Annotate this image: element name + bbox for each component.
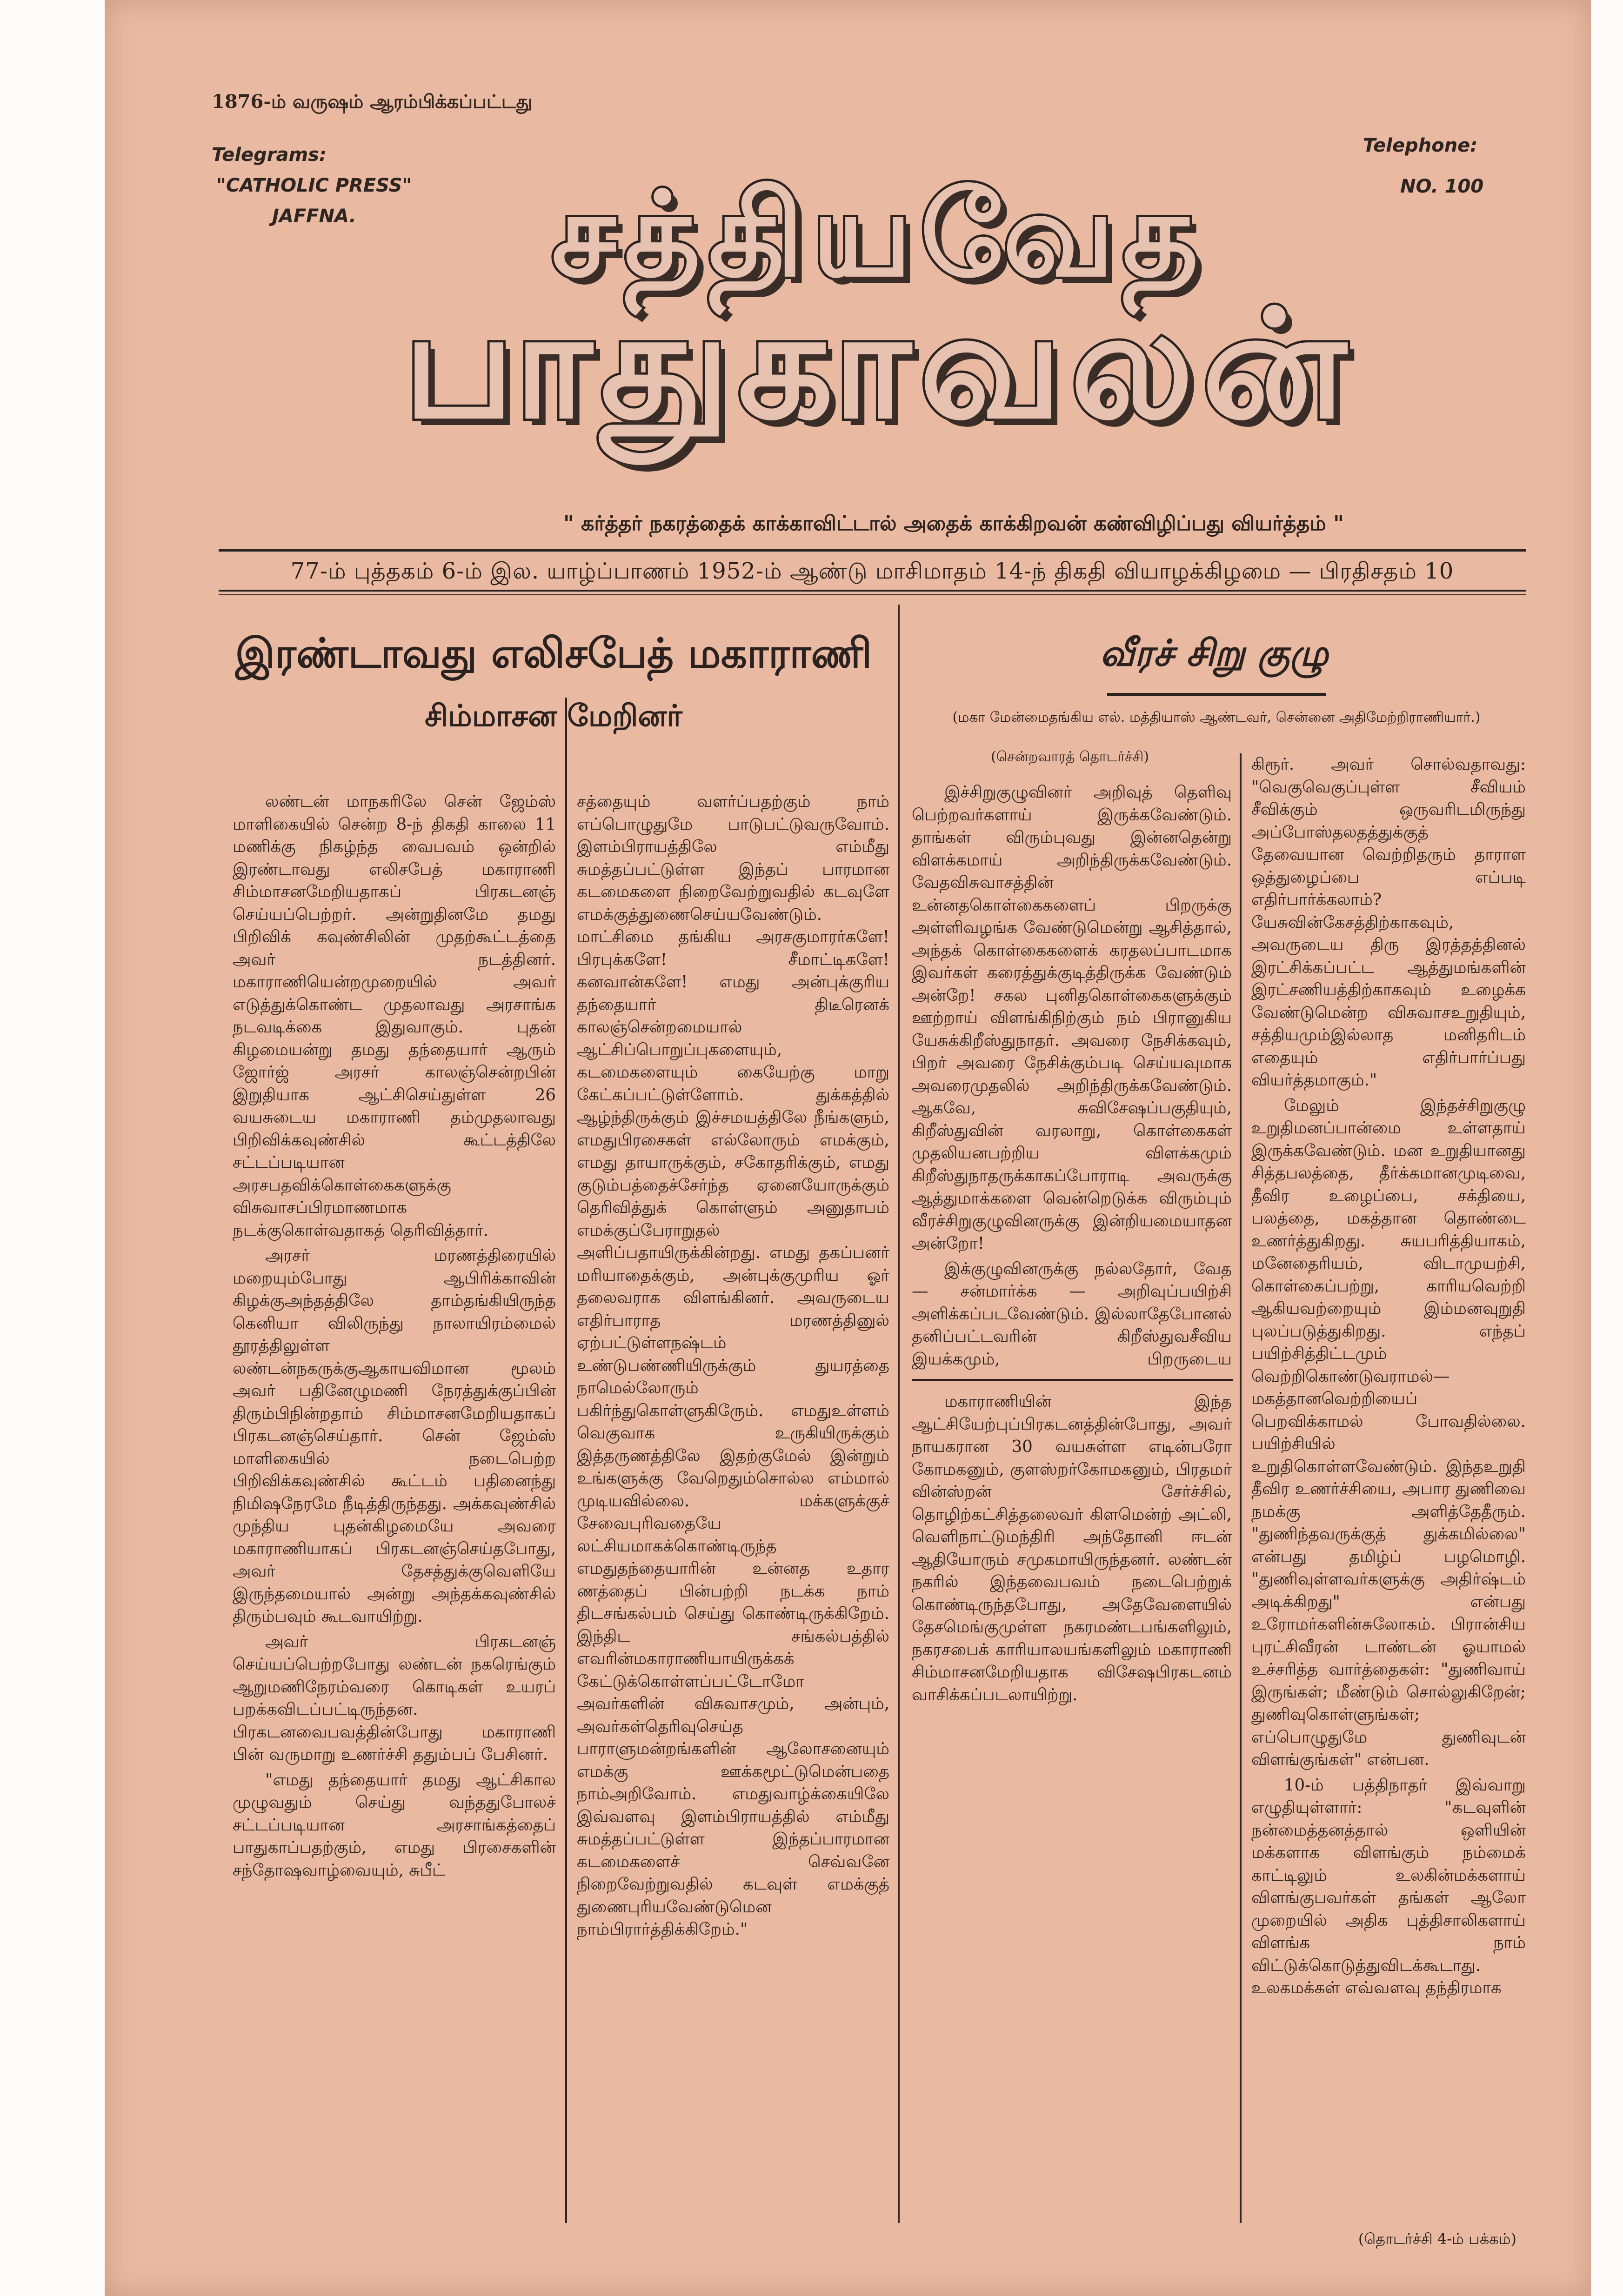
column-3 xyxy=(912,781,1232,1372)
col1-para-2: அரசர் மரணத்திரையில் மறையும்போது ஆபிரிக்காவின் கிழக்குஅந்தத்திலே தாம்தங்கியிருந்த கெனியா விலிருந்து நாலாயிரம்மைல் தூரத்திலுள்ள லண்டன்நகருக்குஆகாயவிமான மூலம் அவர் பதினேழுமணி நேரத்துக்குப்பின் திரும்பிநின்றதாம் சிம்மாசனமேறியதாகப் பிரகடனஞ்செய்தார். சென் ஜேம்ஸ் மாளிகையில் நடைபெற்ற பிறிவிக்கவுண்சில் கூட்டம் பதினைந்து நிமிஷநேரமே நீடித்திருந்தது. அக்கவுண்சில் முந்திய புதன்கிழமையே அவரை மகாராணியாகப் பிரகடனஞ்செய்தபோது, அவர் தேசத்துக்குவெளியே இருந்தமையால் அன்று அந்தக்கவுண்சில் திரும்பவும் கூடவாயிற்று. xyxy=(233,1246,556,1626)
coronation-note xyxy=(912,1391,1232,2218)
telephone-number: NO. 100 xyxy=(1400,176,1484,197)
header-rule-top xyxy=(219,549,1526,552)
dateline: 77-ம் புத்தகம் 6-ம் இல. யாழ்ப்பாணம் 1952-ம் ஆண்டு மாசிமாதம் 14-ந் திகதி வியாழக்கிழமை — பிரதிசதம் 10 xyxy=(290,558,1454,584)
col4-para-2: மேலும் இந்தச்சிறுகுழு உறுதிமனப்பான்மை உள்ளதாய் இருக்கவேண்டும். மன உறுதியானது சித்தபலத்தை, தீர்க்கமானமுடிவை, தீவிர உழைப்பை, சக்தியை, பலத்தை, மகத்தான தொண்டை உணர்த்துகிறது. சுயபரித்தியாகம், மனேதைரியம், விடாமுயற்சி, கொள்கைப்பற்று, காரியவெற்றி ஆகியவற்றையும் இம்மனவுறுதி புலப்படுத்துகிறது. எந்தப் பயிற்சித்திட்டமும் வெற்றிகொண்டுவராமல்— மகத்தானவெற்றியைப் பெறவிக்காமல் போவதில்லை. பயிற்சியில் உறுதிகொள்ளவேண்டும். இந்தஉறுதி தீவிர உணர்ச்சியை, அபார துணிவை நமக்கு அளித்தேதீரும். "துணிந்தவருக்குத் துக்கமில்லை" என்பது தமிழ்ப் பழமொழி. "துணிவுள்ளவர்களுக்கு அதிர்ஷ்டம் அடிக்கிறது" என்பது உரோமர்களின்சுலோகம். பிரான்சிய புரட்சிவீரன் டாண்டன் ஓயாமல் உச்சரித்த வார்த்தைகள்: "துணிவாய் இருங்கள்; மீண்டும் சொல்லுகிறேன்; துணிவுகொள்ளுங்கள்; எப்பொழுதுமே துணிவுடன் விளங்குங்கள்" என்பன. xyxy=(1251,1096,1526,1769)
col1-para-4: "எமது தந்தையார் தமது ஆட்சிகால முழுவதும் செய்து வந்ததுபோலச் சட்டப்படியான அரசாங்கத்தைப் பாதுகாப்பதற்கும், எமது பிரசைகளின் சந்தோஷவாழ்வையும், சுபீட் xyxy=(233,1770,556,1880)
header-rule-bottom-thin xyxy=(219,594,1526,595)
col2-para-1: சத்தையும் வளர்ப்பதற்கும் நாம் எப்பொழுதுமே பாடுபட்டுவருவோம். இளம்பிராயத்திலே எம்மீது சுமத்தப்பட்டுள்ள இந்தப் பாரமான கடமைகளை நிறைவேற்றுவதில் கடவுளே எமக்குத்துணைசெய்யவேண்டும். மாட்சிமை தங்கிய அரசகுமாரர்களே! பிரபுக்களே! சீமாட்டிகளே! கனவான்களே! எமது அன்புக்குரிய தந்தையார் திடீரெனக் காலஞ்சென்றமையால் ஆட்சிப்பொறுப்புகளையும், கடமைகளையும் கையேற்கு மாறு கேட்கப்பட்டுள்ளோம். துக்கத்தில் ஆழ்ந்திருக்கும் இச்சமயத்திலே நீங்களும், எமதுபிரசைகள் எல்லோரும் எமக்கும், எமது தாயாருக்கும், சகோதரிக்கும், எமது குடும்பத்தைச்சேர்ந்த ஏனையோருக்கும் தெரிவித்துக் கொள்ளும் அனுதாபம் எமக்குப்பேராறுதல் அளிப்பதாயிருக்கின்றது. எமது தகப்பனர் மரியாதைக்கும், அன்புக்குமுரிய ஓர் தலைவராக விளங்கினர். அவருடைய எதிர்பாராத மரணத்தினுல் ஏற்பட்டுள்ளநஷ்டம் உண்டுபண்ணியிருக்கும் துயரத்தை நாமெல்லோரும் பகிர்ந்துகொள்ளுகிருேம். எமதுஉள்ளம் வெகுவாக உருகியிருக்கும் இத்தருணத்திலே இதற்குமேல் இன்றும் உங்களுக்கு வேறெதும்சொல்ல எம்மால் முடியவில்லை. மக்களுக்குச் சேவைபுரிவதையே லட்சியமாகக்கொண்டிருந்த எமதுதந்தையாரின் உன்னத உதார ணத்தைப் பின்பற்றி நடக்க நாம் திடசங்கல்பம் செய்து கொண்டிருக்கிறேம். இந்திட சங்கல்பத்தில் எவரின்மகாராணியாயிருக்கக் கேட்டுக்கொள்ளப்பட்டோமோ அவர்களின் விசுவாசமும், அன்பும், அவர்கள்தெரிவுசெய்த பாராளுமன்றங்களின் ஆலோசனையும் எமக்கு ஊக்கமூட்டுமென்பதை நாம்அறிவோம். எமதுவாழ்க்கையிலே இவ்வளவு இளம்பிராயத்தில் எம்மீது சுமத்தப்பட்டுள்ள இந்தப்பாரமான கடமைகளைச் செவ்வனே நிறைவேற்றுவதில் கடவுள் எமக்குத் துணைபுரியவேண்டுமென நாம்பிரார்த்திக்கிறேம்." xyxy=(577,792,889,1939)
telegrams-block xyxy=(212,140,412,232)
telegrams-address-1: "CATHOLIC PRESS" xyxy=(216,175,412,196)
column-rule-1 xyxy=(565,698,567,2223)
telegrams-label: Telegrams: xyxy=(212,144,327,166)
continued-from: (சென்றவாரத் தொடர்ச்சி) xyxy=(990,749,1149,765)
telephone-block xyxy=(1363,130,1483,202)
masthead-title-line2: பாதுகாவலன் xyxy=(403,279,1355,452)
column-4 xyxy=(1251,753,1526,2218)
continued-on: (தொடர்ச்சி 4-ம் பக்கம்) xyxy=(1358,2230,1516,2248)
masthead-title-line1: சத்தியவேத xyxy=(551,167,1207,302)
column-1 xyxy=(233,791,556,2228)
telegrams-address-2: JAFFNA. xyxy=(272,206,356,227)
col1-para-1: லண்டன் மாநகரிலே சென் ஜேம்ஸ் மாளிகையில் சென்ற 8-ந் திகதி காலை 11 மணிக்கு நிகழ்ந்த வைபவம் ஒன்றில் இரண்டாவது எலிசபேத் மகாராணி சிம்மாசனமேறியதாகப் பிரகடனஞ் செய்யப்பெற்றர். அன்றுதினமே தமது பிறிவிக் கவுண்சிலின் முதற்கூட்டத்தை அவர் நடத்தினர். மகாராணியென்றமுறையில் அவர் எடுத்துக்கொண்ட முதலாவது அரசாங்க நடவடிக்கை இதுவாகும். புதன் கிழமையன்று தமது தந்தையார் ஆரும் ஜோர்ஜ் அரசர் காலஞ்சென்றபின் இறுதியாக ஆட்சிசெய்துள்ள 26 வயசுடைய மகாராணி தம்முதலாவது பிறிவிக்கவுண்சில் கூட்டத்திலே சட்டப்படியான அரசபதவிக்கொள்கைகளுக்கு விசுவாசப்பிரமாணமாக நடக்குகொள்வதாகத் தெரிவித்தார். xyxy=(233,792,556,1240)
motto: " கர்த்தர் நகரத்தைக் காக்காவிட்டால் அதைக் காக்கிறவன் கண்விழிப்பது வியர்த்தம் " xyxy=(563,512,1344,535)
subheadline-elizabeth: சிம்மாசன மேறினர் xyxy=(425,699,682,733)
column-3-separator xyxy=(912,1379,1233,1381)
headline-ornament xyxy=(1107,693,1326,696)
col1-para-3: அவர் பிரகடனஞ் செய்யப்பெற்றபோது லண்டன் நகரெங்கும் ஆறுமணிநேரம்வரை கொடிகள் உயரப் பறக்கவிடப்பட்டிருந்தன. பிரகடனவைபவத்தின்போது மகாராணி பின் வருமாறு உணர்ச்சி ததும்பப் பேசினர். xyxy=(233,1632,556,1764)
byline: (மகா மேன்மைதங்கிய எல். மத்தியாஸ் ஆண்டவர், சென்னை அதிமேற்றிராணியார்.) xyxy=(952,709,1481,725)
col4-para-1: கிரூர். அவர் சொல்வதாவது: "வெகுவெகுப்புள்ள சீவியம் சீவிக்கும் ஒருவரிடமிருந்து அப்போஸ்தலதத்துக்குத் தேவையான வெற்றிதரும் தாராள ஒத்துழைப்பை எப்படி எதிர்பார்க்கலாம்? யேசுவின்கேசத்திற்காகவும், அவருடைய திரு இரத்தத்தினல் இரட்சிக்கப்பட்ட ஆத்துமங்களின் இரட்சணியத்திற்காகவும் உழைக்க வேண்டுமென்ற விசுவாசஉறுதியும், சத்தியமும்இல்லாத மனிதரிடம் எதையும் எதிர்பார்ப்பது வியர்த்தமாகும்." xyxy=(1251,755,1526,1090)
column-rule-3 xyxy=(1240,753,1242,2223)
col3-para-1: இச்சிறுகுழுவினர் அறிவுத் தெளிவு பெற்றவர்களாய் இருக்கவேண்டும். தாங்கள் விரும்புவது இன்னதென்று விளக்கமாய் அறிந்திருக்கவேண்டும். வேதவிசுவாசத்தின் உன்னதகொள்கைகளைப் பிறருக்கு அள்ளிவழங்க வேண்டுமென்று ஆசித்தால், அந்தக் கொள்கைகளைக் கரதலப்பாடமாக இவர்கள் கரைத்துக்குடித்திருக்க வேண்டும் அன்றே! சகல புனிதகொள்கைகளுக்கும் ஊற்றாய் விளங்கிநிற்கும் நம் பிரானுகிய யேசுக்கிறீஸ்துநாதர். அவரை நேசிக்கவும், பிறர் அவரை நேசிக்கும்படி செய்யவுமாக அவரைமுதலில் அறிந்திருக்கவேண்டும். ஆகவே, சுவிசேஷப்பகுதியும், கிறீஸ்துவின் வரலாறு, கொள்கைகள் முதலியனபற்றிய விளக்கமும் கிறீஸ்துநாதருக்காகப்போராடி அவருக்கு ஆத்துமாக்களை வென்றெடுக்க விரும்பும் வீரச்சிறுகுழுவினருக்கு இன்றியமையாதன அன்றோ! xyxy=(912,783,1232,1253)
col4-para-3: 10-ம் பத்திநாதர் இவ்வாறு எழுதியுள்ளார்: "கடவுளின் நன்மைத்தனத்தால் ஒளியின் மக்களாக விளங்கும் நம்மைக் காட்டிலும் உலகின்மக்களாய் விளங்குபவர்கள் தங்கள் ஆலோ முறையில் அதிக புத்திசாலிகளாய் விளங்க நாம் விட்டுக்கொடுத்துவிடக்கூடாது. உலகமக்கள் எவ்வளவு தந்திரமாக xyxy=(1251,1775,1526,1997)
column-rule-2 xyxy=(898,605,900,2223)
headline-elizabeth: இரண்டாவது எலிசபேத் மகாராணி xyxy=(235,629,872,677)
coronation-note-text: மகாராணியின் இந்த ஆட்சியேற்புப்பிரகடனத்தின்போது, அவர் நாயகரான 30 வயசுள்ள எடின்பரோ கோமகனும், குளஸ்றர்கோமகனும், பிரதமர் வின்ஸ்றன் சேர்ச்சில், தொழிற்கட்சித்தலைவர் கிளமென்ற் அட்லி, வெளிநாட்டுமந்திரி அந்தோனி ஈடன் ஆதியோரும் சமுகமாயிருந்தனர். லண்டன் நகரில் இந்தவைபவம் நடைபெற்றுக் கொண்டிருந்தபோது, அதேவேளையில் தேசமெங்குமுள்ள நகரமண்டபங்களிலும், நகரசபைக் காரியாலயங்களிலும் மகாராணி சிம்மாசனமேறியதாக விசேஷபிரகடனம் வாசிக்கப்படலாயிற்று. xyxy=(912,1392,1232,1704)
telephone-label: Telephone: xyxy=(1363,135,1478,156)
founded-note: 1876-ம் வருஷம் ஆரம்பிக்கப்பட்டது xyxy=(212,91,533,113)
headline-heroic-group: வீரச் சிறு குழு xyxy=(1100,632,1329,674)
col3-para-2: இக்குழுவினருக்கு நல்லதோர், வேத — சன்மார்க்க — அறிவுப்பயிற்சி அளிக்கப்படவேண்டும். இல்லாதேபோனல் தனிப்பட்டவரின் கிறீஸ்துவசீவிய இயக்கமும், பிறருடைய xyxy=(912,1259,1232,1369)
header-rule-bottom xyxy=(219,590,1526,592)
column-2 xyxy=(577,791,889,2228)
